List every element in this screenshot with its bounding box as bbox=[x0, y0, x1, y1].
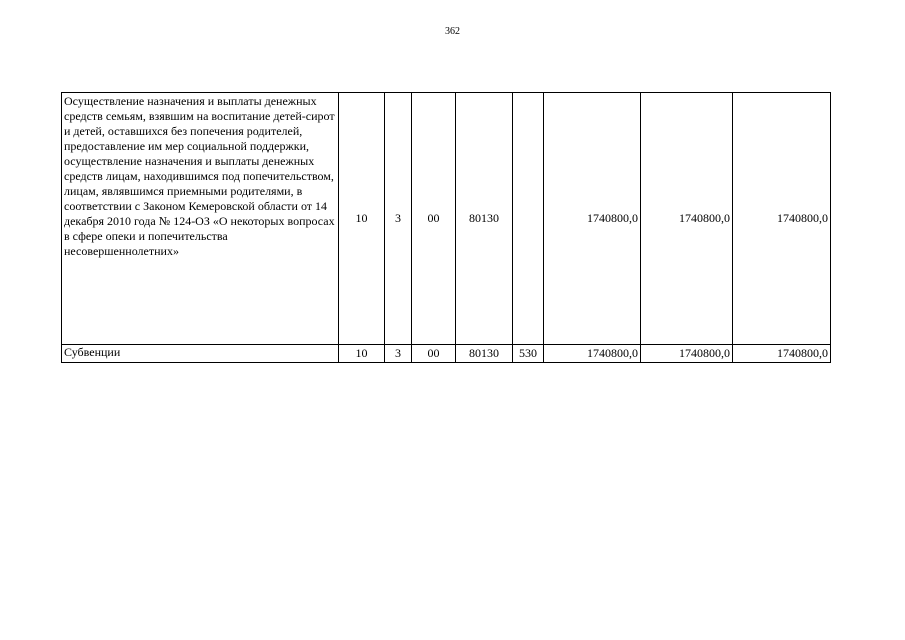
expense-type-cell: 530 bbox=[513, 345, 544, 363]
page-number: 362 bbox=[445, 26, 460, 37]
amount-cell-3: 1740800,0 bbox=[733, 345, 831, 363]
expense-name-cell: Субвенции bbox=[62, 345, 339, 363]
program-cell: 00 bbox=[412, 93, 456, 345]
table-row bbox=[62, 345, 831, 363]
table-row bbox=[62, 93, 831, 345]
expense-name-cell: Осуществление назначения и выплаты денежных средств семьям, взявшим на воспитание детей-сирот и детей, оставшихся без попечения родителей, предоставление им мер социальной поддержки, осуществление назначения и выплаты денежных средств лицам, находившимся под попечительством, лицам, являвшимся приемными родителями, в соответствии с Законом Кемеровской области от 14 декабря 2010 года № 124-ОЗ «О некоторых вопросах в сфере опеки и попечительства несовершеннолетних» bbox=[62, 93, 339, 345]
expense-type-cell bbox=[513, 93, 544, 345]
amount-cell-2: 1740800,0 bbox=[641, 93, 733, 345]
subsection-cell: 3 bbox=[385, 345, 412, 363]
amount-cell-2: 1740800,0 bbox=[641, 345, 733, 363]
section-cell: 10 bbox=[339, 93, 385, 345]
program-cell: 00 bbox=[412, 345, 456, 363]
section-cell: 10 bbox=[339, 345, 385, 363]
amount-cell-3: 1740800,0 bbox=[733, 93, 831, 345]
direction-cell: 80130 bbox=[456, 345, 513, 363]
direction-cell: 80130 bbox=[456, 93, 513, 345]
subsection-cell: 3 bbox=[385, 93, 412, 345]
amount-cell-1: 1740800,0 bbox=[544, 345, 641, 363]
amount-cell-1: 1740800,0 bbox=[544, 93, 641, 345]
budget-table bbox=[61, 92, 831, 363]
